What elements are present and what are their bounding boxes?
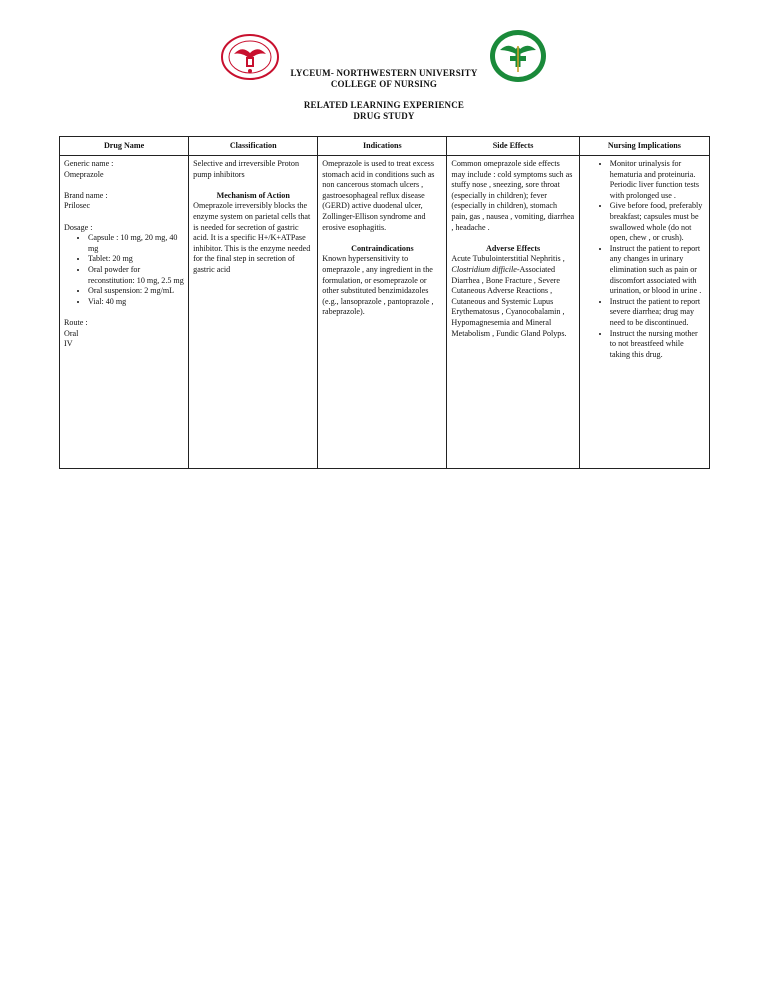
- nursing-item: • Instruct the patient to report severe diarrhea; drug may need to be discontinued.: [610, 297, 705, 329]
- document-header: [0, 68, 768, 122]
- generic-label: Generic name :: [64, 159, 114, 168]
- route-item: Oral: [64, 328, 79, 338]
- route-item: IV: [64, 339, 73, 349]
- dosage-item: • Capsule : 10 mg, 20 mg, 40 mg: [88, 233, 184, 254]
- dosage-item: • Oral suspension: 2 mg/mL: [88, 286, 184, 297]
- nursing-list: [584, 159, 705, 360]
- nursing-item: • Instruct the nursing mother to not breastfeed while taking this drug.: [610, 329, 705, 361]
- header-nursing-implications: Nursing Implications: [579, 137, 709, 156]
- side-effects-text: Common omeprazole side effects may include : cold symptoms such as stuffy nose , sneezing, sore throat (especially in children); fever (especially in children), stomach pain, gas , nausea , vomiting, diarrhea , headache .: [451, 159, 575, 232]
- adverse-effects-title: Adverse Effects: [486, 243, 541, 253]
- drug-study-table: [59, 136, 710, 469]
- nursing-item: • Monitor urinalysis for hematuria and proteinuria. Periodic liver function tests with prolonged use .: [610, 159, 705, 201]
- college-name: COLLEGE OF NURSING: [330, 79, 438, 89]
- table-row: [60, 156, 710, 469]
- header-side-effects: Side Effects: [447, 137, 579, 156]
- adverse-post: -Associated Diarrhea , Bone Fracture , Severe Cutaneous Adverse Reactions , Cutaneous and Systemic Lupus Erythematosus , Cyanocobalamin , Hypomagnesemia and Mineral Metabolism , Fundic Gland Polyps.: [451, 264, 567, 338]
- adverse-effects-text: [451, 254, 574, 339]
- nursing-item: • Instruct the patient to report any changes in urinary elimination such as pain or discomfort associated with urination, or blood in urine .: [610, 244, 705, 297]
- contraindications-text: Known hypersensitivity to omeprazole , any ingredient in the formulation, or esomeprazole or other substituted benzimidazoles (e.g., lansoprazole , pantoprazole , rabeprazole).: [322, 254, 434, 317]
- indications-cell: [318, 156, 447, 469]
- dosage-label: Dosage :: [64, 222, 93, 232]
- header-drug-name: Drug Name: [60, 137, 189, 156]
- brand-value: Prilosec: [64, 201, 91, 211]
- indications-text: Omeprazole is used to treat excess stomach acid in conditions such as non cancerous stomach ulcers , gastroesophageal reflux disease (GERD) active duodenal ulcer, Zollinger-Ellison syndrome and erosive esophagitis.: [322, 159, 435, 232]
- header-indications: Indications: [318, 137, 447, 156]
- nursing-item: • Give before food, preferably breakfast; capsules must be swallowed whole (do not open, chew , or crush).: [610, 201, 705, 243]
- dosage-list: [64, 233, 184, 307]
- side-effects-cell: [447, 156, 579, 469]
- header-classification: Classification: [189, 137, 318, 156]
- route-label: Route :: [64, 317, 88, 327]
- nursing-implications-cell: [579, 156, 709, 469]
- adverse-italic: Clostridium difficile: [451, 264, 517, 274]
- moa-title: Mechanism of Action: [216, 190, 290, 200]
- dosage-item: • Tablet: 20 mg: [88, 254, 184, 265]
- moa-text: Omeprazole irreversibly blocks the enzyme system on parietal cells that is needed for secretion of gastric acid. It is a specific H+/K+ATPase inhibitor. This is the enzyme needed for the final step in secretion of gastric acid: [193, 201, 311, 274]
- table-header-row: [60, 137, 710, 156]
- generic-value: Omeprazole: [64, 169, 104, 179]
- experience-title: RELATED LEARNING EXPERIENCE: [303, 100, 465, 110]
- university-name: LYCEUM- NORTHWESTERN UNIVERSITY: [290, 68, 478, 78]
- adverse-pre: Acute Tubulointerstitial Nephritis ,: [451, 254, 565, 264]
- dosage-item: • Oral powder for reconstitution: 10 mg, 2.5 mg: [88, 265, 184, 286]
- classification-text: Selective and irreversible Proton pump inhibitors: [193, 159, 299, 179]
- drug-name-cell: [60, 156, 189, 469]
- brand-label: Brand name :: [64, 190, 108, 200]
- classification-cell: [189, 156, 318, 469]
- contraindications-title: Contraindications: [351, 243, 414, 253]
- study-title: DRUG STUDY: [353, 111, 415, 121]
- dosage-item: • Vial: 40 mg: [88, 297, 184, 308]
